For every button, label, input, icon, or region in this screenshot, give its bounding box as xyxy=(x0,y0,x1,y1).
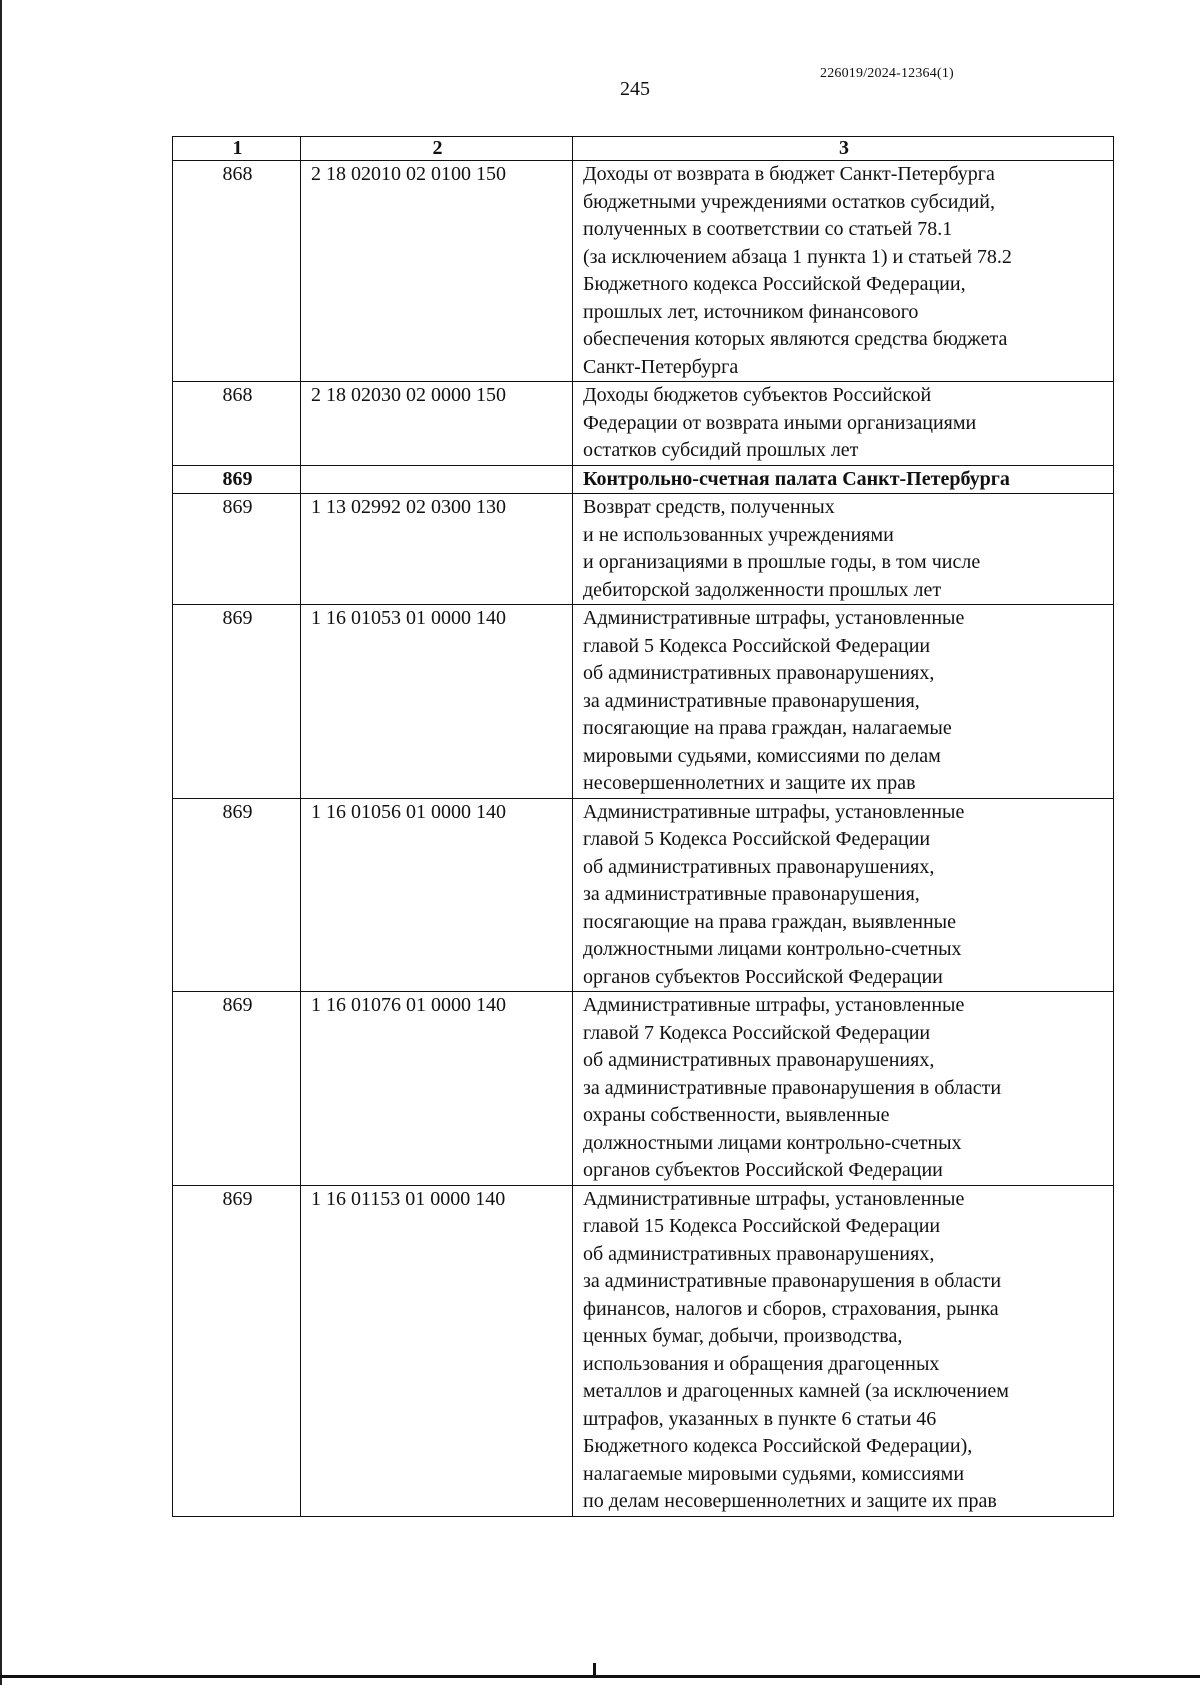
description-line: Доходы от возврата в бюджет Санкт-Петербурга xyxy=(583,163,995,185)
description-line: посягающие на права граждан, выявленные xyxy=(583,910,956,933)
scan-bottom-border xyxy=(0,1675,1200,1678)
description-line: и не использованных учреждениями xyxy=(583,523,894,546)
revenue-description-cell xyxy=(573,992,1114,1186)
scan-left-border xyxy=(0,0,2,1685)
description-line: дебиторской задолженности прошлых лет xyxy=(583,578,942,601)
description-line: штрафов, указанных в пункте 6 статьи 46 xyxy=(583,1407,937,1430)
description-line: Бюджетного кодекса Российской Федерации), xyxy=(583,1435,973,1457)
description-line: за административные правонарушения в области xyxy=(583,1270,1002,1292)
description-line: главой 5 Кодекса Российской Федерации xyxy=(583,828,931,850)
revenue-description-cell xyxy=(573,465,1114,494)
revenue-code-cell: 1 13 02992 02 0300 130 xyxy=(301,494,573,605)
revenue-description-cell xyxy=(573,494,1114,605)
revenue-code-cell xyxy=(301,465,573,494)
description-line: финансов, налогов и сборов, страхования, рынка xyxy=(583,1297,999,1320)
table-header-row xyxy=(173,137,1114,161)
description-line: за административные правонарушения в области xyxy=(583,1076,1002,1099)
table-row xyxy=(173,382,1114,466)
description-line: использования и обращения драгоценных xyxy=(583,1352,940,1375)
column-header-1: 1 xyxy=(173,137,301,161)
description-line: за административные правонарушения, xyxy=(583,883,920,905)
revenue-code-cell: 2 18 02030 02 0000 150 xyxy=(301,382,573,466)
revenue-code-cell: 1 16 01053 01 0000 140 xyxy=(301,605,573,799)
description-line: и организациями в прошлые годы, в том числе xyxy=(583,551,981,573)
table-row xyxy=(173,605,1114,799)
revenue-description-cell xyxy=(573,382,1114,466)
description-line: по делам несовершеннолетних и защите их прав xyxy=(583,1490,997,1512)
description-line: остатков субсидий прошлых лет xyxy=(583,439,859,461)
revenue-codes-table xyxy=(172,136,1114,1517)
description-line: главой 5 Кодекса Российской Федерации xyxy=(583,634,931,657)
description-line: Административные штрафы, установленные xyxy=(583,994,965,1016)
page-number: 245 xyxy=(620,78,650,100)
description-line: об административных правонарушениях, xyxy=(583,855,935,878)
description-line: органов субъектов Российской Федерации xyxy=(583,1159,943,1181)
description-line: металлов и драгоценных камней (за исключением xyxy=(583,1380,1009,1402)
description-line: Административные штрафы, установленные xyxy=(583,1187,965,1210)
table-body xyxy=(173,161,1114,1517)
description-line: должностными лицами контрольно-счетных xyxy=(583,938,962,960)
description-line: охраны собственности, выявленные xyxy=(583,1104,890,1126)
column-header-3: 3 xyxy=(573,137,1114,161)
description-line: Доходы бюджетов субъектов Российской xyxy=(583,384,932,406)
description-line: ценных бумаг, добычи, производства, xyxy=(583,1325,903,1347)
revenue-code-cell: 1 16 01076 01 0000 140 xyxy=(301,992,573,1186)
description-line: Контрольно-счетная палата Санкт-Петербурга xyxy=(583,467,1010,490)
admin-code-cell: 869 xyxy=(173,1185,301,1516)
column-header-2: 2 xyxy=(301,137,573,161)
table-row xyxy=(173,494,1114,605)
description-line: об административных правонарушениях, xyxy=(583,1049,935,1071)
table-row xyxy=(173,992,1114,1186)
table-row xyxy=(173,798,1114,992)
description-line: Административные штрафы, установленные xyxy=(583,800,965,823)
description-line: мировыми судьями, комиссиями по делам xyxy=(583,744,941,767)
admin-code-cell: 869 xyxy=(173,494,301,605)
description-line: несовершеннолетних и защите их прав xyxy=(583,772,916,794)
description-line: об административных правонарушениях, xyxy=(583,1242,935,1265)
admin-code-cell: 869 xyxy=(173,798,301,992)
description-line: обеспечения которых являются средства бюджета xyxy=(583,328,1008,350)
description-line: за административные правонарушения, xyxy=(583,689,920,712)
admin-code-cell: 869 xyxy=(173,992,301,1186)
description-line: полученных в соответствии со статьей 78.1 xyxy=(583,218,953,240)
description-line: Федерации от возврата иными организациями xyxy=(583,411,977,434)
description-line: органов субъектов Российской Федерации xyxy=(583,965,943,988)
revenue-description-cell xyxy=(573,605,1114,799)
revenue-code-cell: 2 18 02010 02 0100 150 xyxy=(301,161,573,382)
admin-code-cell: 868 xyxy=(173,161,301,382)
description-line: главой 7 Кодекса Российской Федерации xyxy=(583,1021,931,1044)
revenue-description-cell xyxy=(573,1185,1114,1516)
scan-bottom-mark xyxy=(593,1663,596,1677)
description-line: Возврат средств, полученных xyxy=(583,496,835,518)
admin-code-cell: 869 xyxy=(173,465,301,494)
description-line: прошлых лет, источником финансового xyxy=(583,300,919,323)
revenue-description-cell xyxy=(573,161,1114,382)
description-line: Бюджетного кодекса Российской Федерации, xyxy=(583,273,966,295)
admin-code-cell: 869 xyxy=(173,605,301,799)
table-row xyxy=(173,1185,1114,1516)
description-line: Административные штрафы, установленные xyxy=(583,607,965,629)
table-row xyxy=(173,161,1114,382)
table-row xyxy=(173,465,1114,494)
revenue-description-cell xyxy=(573,798,1114,992)
document-number: 226019/2024-12364(1) xyxy=(820,66,954,81)
description-line: бюджетными учреждениями остатков субсидий, xyxy=(583,190,996,213)
admin-code-cell: 868 xyxy=(173,382,301,466)
revenue-code-cell: 1 16 01153 01 0000 140 xyxy=(301,1185,573,1516)
description-line: посягающие на права граждан, налагаемые xyxy=(583,717,952,739)
description-line: должностными лицами контрольно-счетных xyxy=(583,1131,962,1154)
description-line: главой 15 Кодекса Российской Федерации xyxy=(583,1215,941,1237)
description-line: налагаемые мировыми судьями, комиссиями xyxy=(583,1462,965,1485)
description-line: (за исключением абзаца 1 пункта 1) и статьей 78.2 xyxy=(583,245,1012,268)
revenue-code-cell: 1 16 01056 01 0000 140 xyxy=(301,798,573,992)
description-line: об административных правонарушениях, xyxy=(583,662,935,684)
description-line: Санкт-Петербурга xyxy=(583,355,739,378)
